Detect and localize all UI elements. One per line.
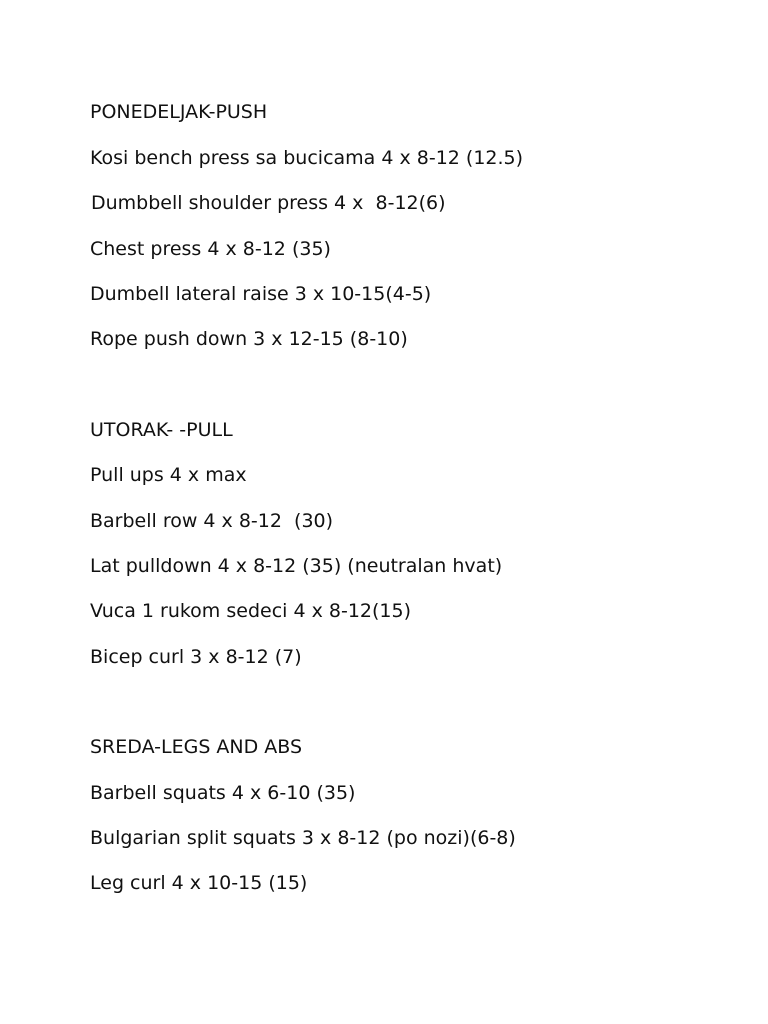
exercise-line: Leg curl 4 x 10-15 (15) xyxy=(90,872,308,894)
exercise-line: Chest press 4 x 8-12 (35) xyxy=(90,238,331,260)
exercise-line: Bicep curl 3 x 8-12 (7) xyxy=(90,646,302,668)
exercise-line: Vuca 1 rukom sedeci 4 x 8-12(15) xyxy=(90,600,411,622)
exercise-line: Rope push down 3 x 12-15 (8-10) xyxy=(90,328,408,350)
exercise-line: Kosi bench press sa bucicama 4 x 8-12 (12.5) xyxy=(90,147,524,169)
exercise-line: Lat pulldown 4 x 8-12 (35) (neutralan hvat) xyxy=(90,555,503,577)
exercise-line: Bulgarian split squats 3 x 8-12 (po nozi)(6-8) xyxy=(90,827,516,849)
exercise-line: Barbell squats 4 x 6-10 (35) xyxy=(90,782,356,804)
section-heading-tuesday: UTORAK- -PULL xyxy=(90,419,233,441)
section-heading-wednesday: SREDA-LEGS AND ABS xyxy=(90,736,303,758)
exercise-line: Dumbbell shoulder press 4 x 8-12(6) xyxy=(91,192,446,214)
exercise-line: Dumbell lateral raise 3 x 10-15(4-5) xyxy=(90,283,432,305)
section-heading-monday: PONEDELJAK-PUSH xyxy=(90,101,268,123)
exercise-line: Pull ups 4 x max xyxy=(90,464,247,486)
exercise-line: Barbell row 4 x 8-12 (30) xyxy=(90,510,334,532)
